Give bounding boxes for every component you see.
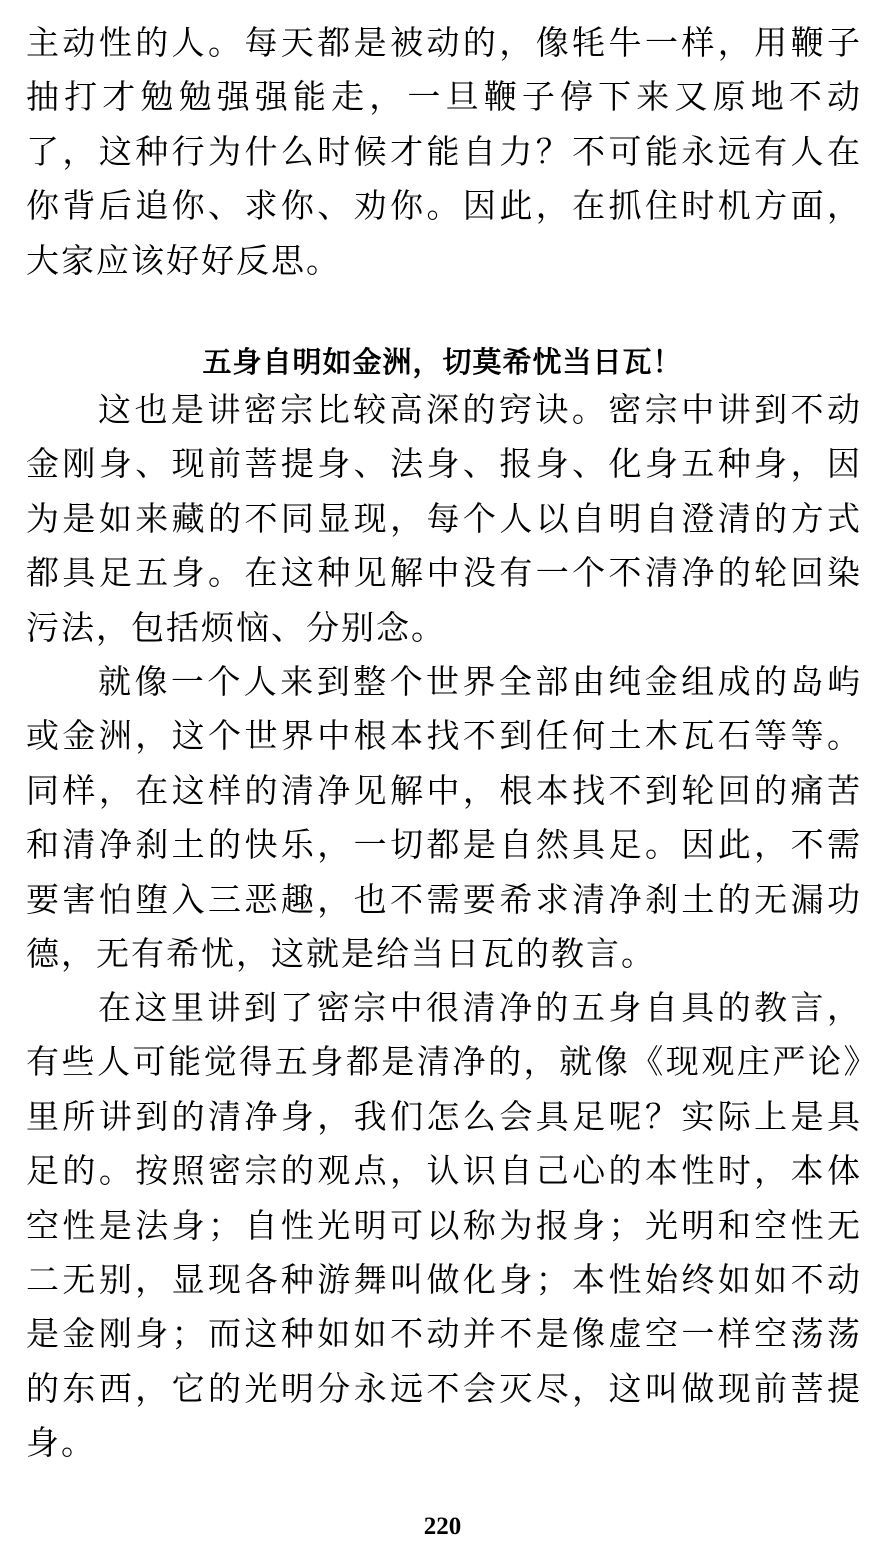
page-number: 220 <box>423 1513 462 1540</box>
body-paragraph-2: 就像一个人来到整个世界全部由纯金组成的岛屿或金洲，这个世界中根本找不到任何土木瓦石等等。同样，在这样的清净见解中，根本找不到轮回的痛苦和清净刹土的快乐，一切都是自然具足。因此，不需要害怕堕入三恶趣，也不需要希求清净刹土的无漏功德，无有希忧，这就是给当日瓦的教言。 <box>26 662 862 974</box>
section-heading: 五身自明如金洲，切莫希忧当日瓦！ <box>202 345 683 379</box>
continuation-paragraph: 主动性的人。每天都是被动的，像牦牛一样，用鞭子抽打才勉勉强强能走，一旦鞭子停下来又原地不动了，这种行为什么时候才能自力？不可能永远有人在你背后追你、求你、劝你。因此，在抓住时机方面，大家应该好好反思。 <box>26 23 862 280</box>
body-paragraph-3: 在这里讲到了密宗中很清净的五身自具的教言，有些人可能觉得五身都是清净的，就像《现观庄严论》里所讲到的清净身，我们怎么会具足呢？实际上是具足的。按照密宗的观点，认识自己心的本性时，本体空性是法身；自性光明可以称为报身；光明和空性无二无别，显现各种游舞叫做化身；本性始终如如不动是金刚身；而这种如如不动并不是像虚空一样空荡荡的东西，它的光明分永远不会灭尽，这叫做现前菩提身。 <box>26 988 862 1463</box>
body-paragraph-1: 这也是讲密宗比较高深的窍诀。密宗中讲到不动金刚身、现前菩提身、法身、报身、化身五种身，因为是如来藏的不同显现，每个人以自明自澄清的方式都具足五身。在这种见解中没有一个不清净的轮回染污法，包括烦恼、分别念。 <box>26 390 862 647</box>
